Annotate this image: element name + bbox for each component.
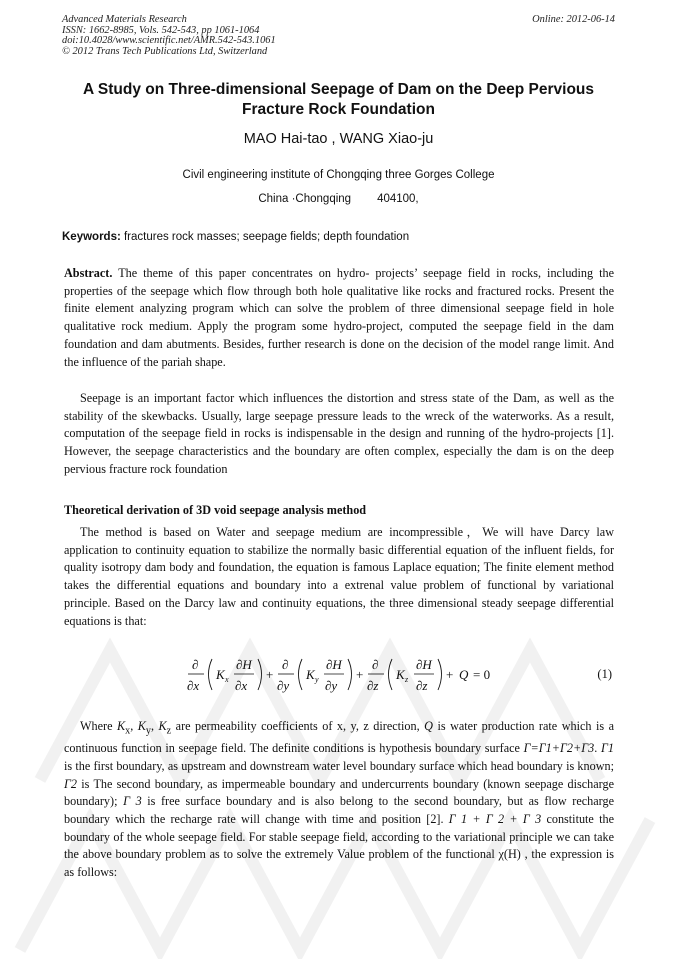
where-text: is water production rate which is a continuous function in seepage field. The definite conditions is hypothesis boundary surface xyxy=(64,719,615,756)
svg-text:∂x: ∂x xyxy=(235,678,248,693)
svg-text:Q: Q xyxy=(459,667,469,682)
svg-text:∂: ∂ xyxy=(372,657,379,672)
svg-text:+: + xyxy=(446,667,454,682)
where-text: is The second boundary, as impermeable boundary and undercurrents boundary (known seepage discharge boundary); xyxy=(64,776,614,809)
svg-text:= 0: = 0 xyxy=(473,667,491,682)
title-line-2: Fracture Rock Foundation xyxy=(242,100,435,118)
svg-text:∂H: ∂H xyxy=(326,657,342,672)
journal-header xyxy=(62,15,615,57)
keywords-text: fractures rock masses; seepage fields; depth foundation xyxy=(120,231,410,243)
copyright-line: © 2012 Trans Tech Publications Ltd, Switzerland xyxy=(62,45,268,57)
svg-text:z: z xyxy=(405,675,409,684)
where-text: is free surface boundary and is also belong to the second boundary, but as flow recharge boundary which the recharge rate will change with time and position [2]. xyxy=(64,794,614,826)
keywords-label: Keywords: xyxy=(62,231,121,243)
abstract-text: The theme of this paper concentrates on hydro- projects’ seepage field in rocks, including the properties of the seepage which flow through both hole qualitative like rocks and fractured rocks. Present the finite element analyzing program which can solve the problem of three dimensional seepage field in hole qualitative rock medium. Apply the program some hydro-project, computed the seepage field in the dam foundation and dam abutments. Besides, further research is done on the decision of the model range limit. And the influence of the pariah shape. xyxy=(64,266,614,369)
svg-text:K: K xyxy=(216,667,225,682)
svg-text:∂H: ∂H xyxy=(416,657,432,672)
intro-paragraph: Seepage is an important factor which influences the distortion and stress state of the Dam, as well as the stability of the skewbacks. Usually, large seepage pressure leads to the wreck of the waterworks. As a result, computation of the seepage field in rocks is indispensable in the design and running of the hydro-projects [1]. However, the seepage characteristics and the boundary are often complex, especially the dam is on the deep pervious fracture rock foundation xyxy=(64,391,614,476)
keywords xyxy=(62,231,615,243)
paper-title xyxy=(62,80,615,119)
svg-text:+: + xyxy=(266,667,274,682)
background-watermark xyxy=(0,520,678,959)
svg-text:K: K xyxy=(306,667,315,682)
equation-number: (1) xyxy=(597,667,612,681)
svg-text:∂z: ∂z xyxy=(416,678,428,693)
location: China ·Chongqing xyxy=(258,193,352,205)
kz-symbol: K xyxy=(158,719,167,733)
affiliation: Civil engineering institute of Chongqing three Gorges College xyxy=(182,169,495,181)
separator: , xyxy=(130,719,138,733)
gamma-1: Γ1 xyxy=(600,741,614,756)
svg-text:x: x xyxy=(225,675,229,684)
method-paragraph: The method is based on Water and seepage medium are incompressible，We will have Darcy law application to continuity equation to stabilize the normally basic differential equation of the influent fields, for quality isotropy dam body and foundation, the equation is famous Laplace equation; The finite element method takes the differential equations and boundary into a extrenal value problem of functional by variational principle. Based on the Darcy law and continuity equations, the three dimensional steady seepage differential equations is that: xyxy=(64,525,614,628)
svg-text:∂y: ∂y xyxy=(277,678,290,693)
svg-text:∂: ∂ xyxy=(192,657,199,672)
doi-line: doi:10.4028/www.scientific.net/AMR.542-543.1061 xyxy=(62,35,276,47)
kx-subscript: x xyxy=(125,725,131,737)
gamma-3: Γ 3 xyxy=(123,794,142,809)
where-text: constitute the boundary of the whole seepage field. For stable seepage field, according to the variational principle we can take the above boundary problem as to solve the extremely Value problem of the functional χ(H) , the expression is as follows: xyxy=(64,811,614,880)
svg-text:K: K xyxy=(396,667,405,682)
where-text: is the first boundary, as upstream and downstream water level boundary surface which head boundary is known; xyxy=(64,758,614,773)
gamma-sum: Γ 1 + Γ 2 + Γ 3 xyxy=(448,811,542,826)
location-line xyxy=(62,193,615,205)
where-text: are permeability coefficients of x, y, z direction, xyxy=(171,719,425,733)
q-symbol: Q xyxy=(424,719,433,733)
svg-text:∂: ∂ xyxy=(282,657,289,672)
section-heading: Theoretical derivation of 3D void seepage analysis method xyxy=(64,503,367,517)
journal-name: Advanced Materials Research xyxy=(62,14,187,25)
kx-symbol: K xyxy=(116,719,126,733)
where-text: . xyxy=(594,741,601,756)
svg-text:∂x: ∂x xyxy=(187,678,200,693)
svg-text:∂z: ∂z xyxy=(367,678,379,693)
abstract-label: Abstract. xyxy=(64,266,113,280)
issn-line: ISSN: 1662-8985, Vols. 542-543, pp 1061-1064 xyxy=(62,24,260,36)
ky-subscript: y xyxy=(145,725,151,737)
kz-subscript: z xyxy=(166,725,172,737)
gamma-definition: Γ=Γ1+Γ2+Γ3 xyxy=(523,741,595,756)
ky-symbol: K xyxy=(137,719,146,733)
where-text: Where xyxy=(80,719,117,733)
separator: , xyxy=(150,719,159,733)
svg-text:∂y: ∂y xyxy=(325,678,338,693)
svg-text:∂H: ∂H xyxy=(236,657,252,672)
title-line-1: A Study on Three-dimensional Seepage of Dam on the Deep Pervious xyxy=(82,81,595,98)
svg-text:y: y xyxy=(315,675,319,684)
gamma-2: Γ2 xyxy=(64,776,78,791)
svg-text:+: + xyxy=(356,667,364,682)
postal-code: 404100, xyxy=(377,193,419,205)
authors: MAO Hai-tao , WANG Xiao-ju xyxy=(243,131,434,147)
online-date: Online: 2012-06-14 xyxy=(532,14,615,25)
abstract xyxy=(64,265,614,371)
